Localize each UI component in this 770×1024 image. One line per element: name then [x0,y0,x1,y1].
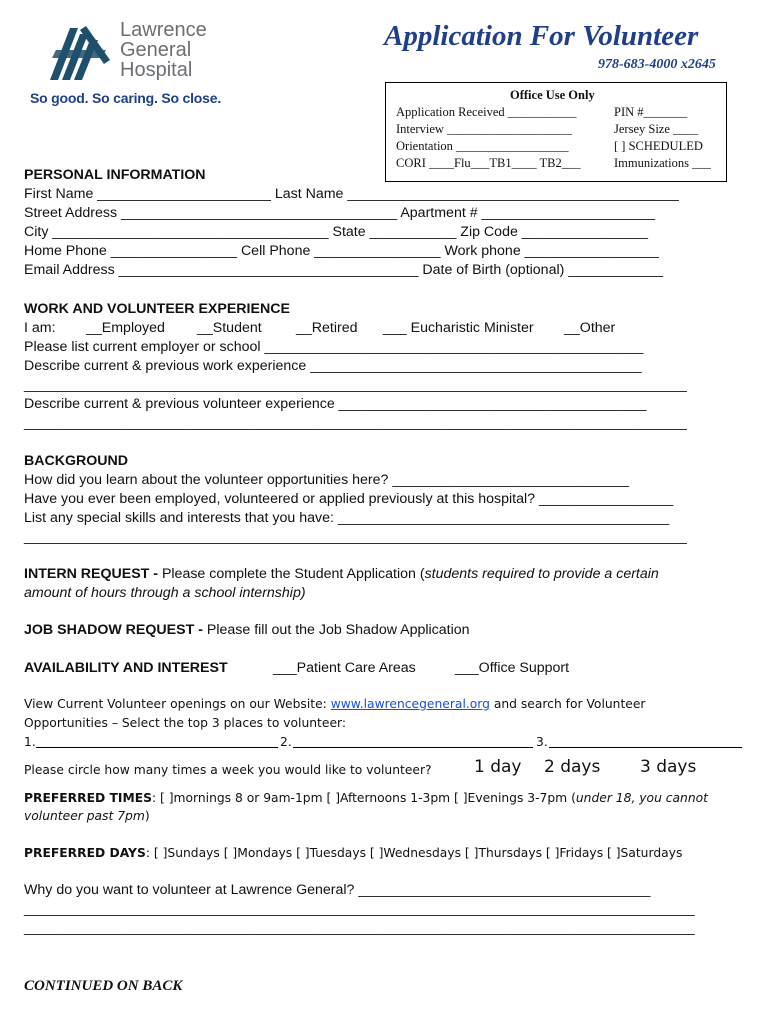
preferred-times-close: ) [144,809,150,823]
office-row-scheduled: [ ] SCHEDULED [614,139,703,153]
website-text: View Current Volunteer openings on our Website: [24,697,331,711]
preferred-times[interactable] [24,790,708,806]
job-shadow-request [24,622,470,639]
street-address-line[interactable]: Street Address ___________________________________ Apartment # ______________________ [24,205,656,221]
intern-request [24,566,659,583]
website-text-2: and search for Volunteer [489,697,646,711]
choice-1-field[interactable] [36,747,278,748]
volunteer-experience-blank-line[interactable]: ____________________________________________________________________________________ [24,415,687,431]
why-volunteer-blank-1[interactable]: _____________________________________________________________________________________ [24,901,695,917]
work-experience-line[interactable]: Describe current & previous work experience __________________________________________ [24,358,642,374]
logo-line-2: General [120,39,192,61]
work-heading: WORK AND VOLUNTEER EXPERIENCE [24,301,290,317]
preferred-times-options[interactable]: : [ ]mornings 8 or 9am-1pm [ ]Afternoons 1-3pm [ ]Evenings 3-7pm ( [151,791,576,805]
intern-line-2: amount of hours through a school internship) [24,585,306,601]
option-3-days[interactable]: 3 days [640,757,697,777]
i-am-label: I am: [24,320,56,336]
office-row-cori: CORI ____Flu___TB1____ TB2___ [396,156,581,170]
choice-3-field[interactable] [549,747,742,748]
option-retired[interactable]: __Retired [296,320,358,336]
circle-days-text: Please circle how many times a week you would like to volunteer? [24,763,432,777]
office-row-pin: PIN #_______ [614,105,688,119]
option-other[interactable]: __Other [564,320,616,336]
preferred-days-label: PREFERRED DAYS [24,846,146,860]
option-2-days[interactable]: 2 days [544,757,601,777]
phone-numbers-line[interactable]: Home Phone ________________ Cell Phone ________________ Work phone _________________ [24,243,659,259]
personal-heading: PERSONAL INFORMATION [24,167,206,183]
option-patient-care[interactable]: ___Patient Care Areas [273,660,416,676]
hospital-logo [46,18,236,88]
learn-about-line[interactable]: How did you learn about the volunteer opportunities here? ______________________________ [24,472,630,488]
preferred-times-line-2 [24,808,150,824]
intern-italic: students required to provide a certain [424,566,659,582]
preferred-times-label: PREFERRED TIMES [24,791,152,805]
hospital-logo-mark [46,20,114,82]
employer-line[interactable]: Please list current employer or school ________________________________________________ [24,339,644,355]
option-student[interactable]: __Student [197,320,262,336]
continued-on-back: CONTINUED ON BACK [24,978,183,994]
office-row-immunizations: Immunizations ___ [614,156,711,170]
preferred-times-note-2: volunteer past 7pm [24,809,145,823]
website-line [24,696,645,712]
previously-employed-line[interactable]: Have you ever been employed, volunteered or applied previously at this hospital? _________________ [24,491,674,507]
preferred-days[interactable] [24,845,682,861]
skills-line[interactable]: List any special skills and interests that you have: __________________________________________ [24,510,670,526]
city-state-zip-line[interactable]: City ___________________________________ State ___________ Zip Code ________________ [24,224,649,240]
why-volunteer-blank-2[interactable]: _____________________________________________________________________________________ [24,920,695,936]
office-use-heading: Office Use Only [510,88,595,102]
option-employed[interactable]: __Employed [86,320,165,336]
option-office-support[interactable]: ___Office Support [455,660,570,676]
shadow-heading: JOB SHADOW REQUEST - [24,622,203,638]
page-title: Application For Volunteer [384,20,699,52]
choice-2-label: 2. [280,735,292,749]
choice-3-label: 3. [536,735,548,749]
skills-blank-line[interactable]: ____________________________________________________________________________________ [24,529,687,545]
logo-tagline: So good. So caring. So close. [30,90,222,106]
option-eucharistic-minister[interactable]: ___ Eucharistic Minister [383,320,534,336]
shadow-text: Please fill out the Job Shadow Application [202,622,470,638]
intern-heading: INTERN REQUEST - [24,566,158,582]
phone-number: 978-683-4000 x2645 [598,57,716,72]
office-row-jersey: Jersey Size ____ [614,122,699,136]
volunteer-experience-line[interactable]: Describe current & previous volunteer experience _______________________________________ [24,396,647,412]
work-experience-blank-line[interactable]: ____________________________________________________________________________________ [24,377,687,393]
intern-text: Please complete the Student Application ( [158,566,425,582]
availability-heading: AVAILABILITY AND INTEREST [24,660,228,676]
opportunities-line: Opportunities – Select the top 3 places to volunteer: [24,716,346,730]
first-last-name-line[interactable]: First Name ______________________ Last Name __________________________________________ [24,186,679,202]
option-1-day[interactable]: 1 day [474,757,522,777]
logo-line-1: Lawrence [120,19,207,41]
logo-line-3: Hospital [120,59,193,81]
email-dob-line[interactable]: Email Address ______________________________________ Date of Birth (optional) ____________ [24,262,663,278]
why-volunteer-line[interactable]: Why do you want to volunteer at Lawrence General? _____________________________________ [24,882,651,898]
choice-1-label: 1. [24,735,36,749]
office-use-box [385,82,727,182]
preferred-times-note: under 18, you cannot [575,791,708,805]
office-row-interview: Interview ____________________ [396,122,573,136]
office-row-orientation: Orientation __________________ [396,139,569,153]
background-heading: BACKGROUND [24,453,129,469]
office-row-application: Application Received ___________ [396,105,577,119]
preferred-days-options[interactable]: : [ ]Sundays [ ]Mondays [ ]Tuesdays [ ]Wednesdays [ ]Thursdays [ ]Fridays [ ]Saturdays [145,846,683,860]
choice-2-field[interactable] [293,747,533,748]
website-link[interactable]: www.lawrencegeneral.org [330,697,490,711]
